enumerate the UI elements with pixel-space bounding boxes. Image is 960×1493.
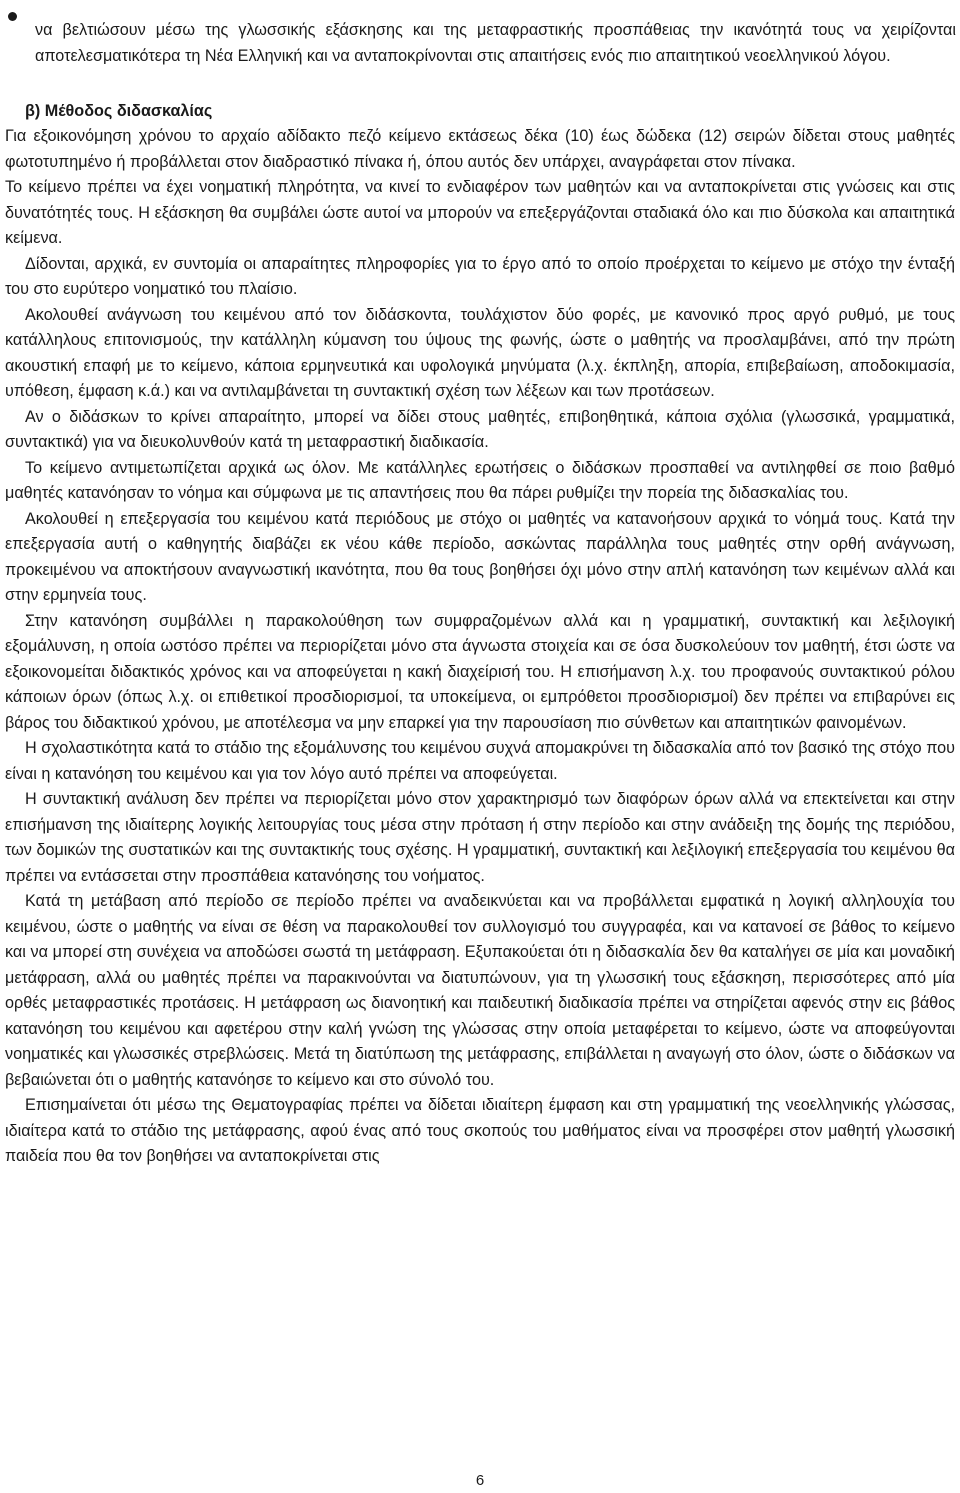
- paragraph: Ακολουθεί η επεξεργασία του κειμένου κατά περιόδους με στόχο οι μαθητές να κατανοήσουν αρχικά το νόημά τους. Κατά την επεξεργασία αυτή ο καθηγητής διαβάζει εκ νέου κάθε περίοδο, ασκώντας παράλληλα τους μαθητές στην ορθή ανάγνωση, προκειμένου να αποκτήσουν αναγνωστική ικανότητα, που θα τους βοηθήσει όχι μόνο στην απλή κατανόηση των κειμένων αλλά και στην ερμηνεία τους.: [5, 509, 955, 604]
- paragraph: Κατά τη μετάβαση από περίοδο σε περίοδο πρέπει να αναδεικνύεται και να προβάλλεται εμφατικά η λογική αλληλουχία του κειμένου, ώστε ο μαθητής να είναι σε θέση να παρακολουθεί τον συλλογισμό του συγγραφέα, και να κατανοεί σε βάθος το κείμενο και να μπορεί στη συνέχεια να αποδώσει σωστά τη μετάφραση. Εξυπακούεται ότι η διδασκαλία δεν θα καταλήγει σε μία και μοναδική μετάφραση, αλλά ου μαθητές πρέπει να παρακινούνται να διατυπώνουν, για τη γλωσσική τους εξάσκηση, περισσότερες από μία ορθές μεταφραστικές προτάσεις. Η μετάφραση ως διανοητική και παιδευτική διαδικασία πρέπει να στηρίζεται αφενός στην εις βάθος κατανόηση του κειμένου και αφετέρου στην καλή γνώση της γλώσσας στην οποία μεταφέρεται το κείμενο, ώστε να αποφεύγονται νοηματικές και γλωσσικές στρεβλώσεις. Μετά τη διατύπωση της μετάφρασης, επιβάλλεται η αναγωγή στο όλον, ώστε ο διδάσκων να βεβαιώνεται ότι ο μαθητής κατανόησε το κείμενο και στο σύνολό του.: [5, 892, 955, 1089]
- section-heading: β) Μέθοδος διδασκαλίας: [25, 102, 213, 120]
- page-number: 6: [475, 1472, 485, 1489]
- paragraph: Η συντακτική ανάλυση δεν πρέπει να περιορίζεται μόνο στον χαρακτηρισμό των διαφόρων όρων αλλά να επεκτείνεται και στην επισήμανση της ιδιαίτερης λογικής λειτουργίας τους μέσα στην πρόταση ή στην περίοδο και στην ανάδειξη της δομής της περιόδου, των δομικών της συστατικών και της συντακτικής τους σχέσης. Η γραμματική, συντακτική και λεξιλογική επεξεργασία του κειμένου θα πρέπει να εντάσσεται στην προσπάθεια κατανόησης του νοήματος.: [5, 790, 955, 885]
- paragraph: Η σχολαστικότητα κατά το στάδιο της εξομάλυνσης του κειμένου συχνά απομακρύνει τη διδασκαλία από τον βασικό της στόχο που είναι η κατανόηση του κειμένου και για τον λόγο αυτό πρέπει να αποφεύγεται.: [5, 739, 955, 783]
- paragraph: Το κείμενο αντιμετωπίζεται αρχικά ως όλον. Με κατάλληλες ερωτήσεις ο διδάσκων προσπαθεί να αντιληφθεί σε ποιο βαθμό μαθητές κατανόησαν το νόημα και σύμφωνα με τις απαντήσεις που θα πάρει ρυθμίζει την πορεία της διδασκαλίας του.: [5, 458, 955, 502]
- paragraph: Το κείμενο πρέπει να έχει νοηματική πληρότητα, να κινεί το ενδιαφέρον των μαθητών και να ανταποκρίνεται στις γνώσεις και στις δυνατότητές τους. Η εξάσκηση θα συμβάλει ώστε αυτοί να μπορούν να επεξεργάζονται σταδιακά όλο και πιο δύσκολα και απαιτητικά κείμενα.: [5, 178, 955, 247]
- paragraph: Αν ο διδάσκων το κρίνει απαραίτητο, μπορεί να δίδει στους μαθητές, επιβοηθητικά, κάποια σχόλια (γλωσσικά, γραμματικά, συντακτικά) για να διευκολυνθούν κατά τη μεταφραστική διαδικασία.: [5, 407, 955, 451]
- method-section: [5, 98, 955, 1170]
- paragraph: Δίδονται, αρχικά, εν συντομία οι απαραίτητες πληροφορίες για το έργο από το οποίο προέρχεται το κείμενο με στόχο την ένταξή του στο ευρύτερο νοηματικό του πλαίσιο.: [5, 254, 955, 298]
- paragraph: Επισημαίνεται ότι μέσω της Θεματογραφίας πρέπει να δίδεται ιδιαίτερη έμφαση και στη γραμματική της νεοελληνικής γλώσσας, ιδιαίτερα κατά το στάδιο της μετάφρασης, αφού ένας από τους σκοπούς του μαθήματος είναι να προσφέρει στον μαθητή γλωσσική παιδεία που θα τον βοηθήσει να ανταποκρίνεται στις: [5, 1096, 955, 1165]
- paragraph: Για εξοικονόμηση χρόνου το αρχαίο αδίδακτο πεζό κείμενο εκτάσεως δέκα (10) έως δώδεκα (12) σειρών δίδεται στους μαθητές φωτοτυπημένο ή προβάλλεται στον διαδραστικό πίνακα ή, όπου αυτός δεν υπάρχει, αναγράφεται στον πίνακα.: [5, 127, 955, 171]
- bullet-icon: [8, 12, 17, 21]
- bullet-text: να βελτιώσουν μέσω της γλωσσικής εξάσκησης και της μεταφραστικής προσπάθειας την ικανότητά τους να χειρίζονται αποτελεσματικότερα τη Νέα Ελληνική και να ανταποκρίνονται στις απαιτήσεις ενός πιο απαιτητικού νεοελληνικού λόγου.: [35, 21, 956, 65]
- paragraph: Στην κατανόηση συμβάλλει η παρακολούθηση των συμφραζομένων αλλά και η γραμματική, συντακτική και λεξιλογική εξομάλυνση, η οποία ωστόσο πρέπει να περιορίζεται μόνο στα άγνωστα στοιχεία και σε όσα δυσκολεύουν τον μαθητή, έτσι ώστε να εξοικονομείται διδακτικός χρόνος και να αποφεύγεται η κακή διαχείρισή του. Η επισήμανση λ.χ. του προφανούς συντακτικού ρόλου κάποιων όρων (όπως λ.χ. οι επιθετικοί προσδιορισμοί, τα υποκείμενα, οι εμπρόθετοι προσδιορισμοί) δεν πρέπει να επιβαρύνει εις βάρος του διδακτικού χρόνου, με αποτέλεσμα να μην επαρκεί για την παρουσίαση πιο σύνθετων και απαιτητικών φαινομένων.: [5, 611, 955, 732]
- bullet-item: [8, 2, 956, 85]
- paragraph: Ακολουθεί ανάγνωση του κειμένου από τον διδάσκοντα, τουλάχιστον δύο φορές, με κανονικό προς αργό ρυθμό, με τους κατάλληλους επιτονισμούς, την κατάλληλη κύμανση του ύψους της φωνής, ώστε ο μαθητής να προσλαμβάνει, από την πρώτη ακουστική επαφή με το κείμενο, κάποια ερμηνευτικά και υφολογικά μηνύματα (λ.χ. έκπληξη, απορία, επιβεβαίωση, αποδοκιμασία, υπόθεση, έμφαση κ.ά.) και να αντιλαμβάνεται τη συντακτική σχέση των λέξεων και των προτάσεων.: [5, 305, 955, 400]
